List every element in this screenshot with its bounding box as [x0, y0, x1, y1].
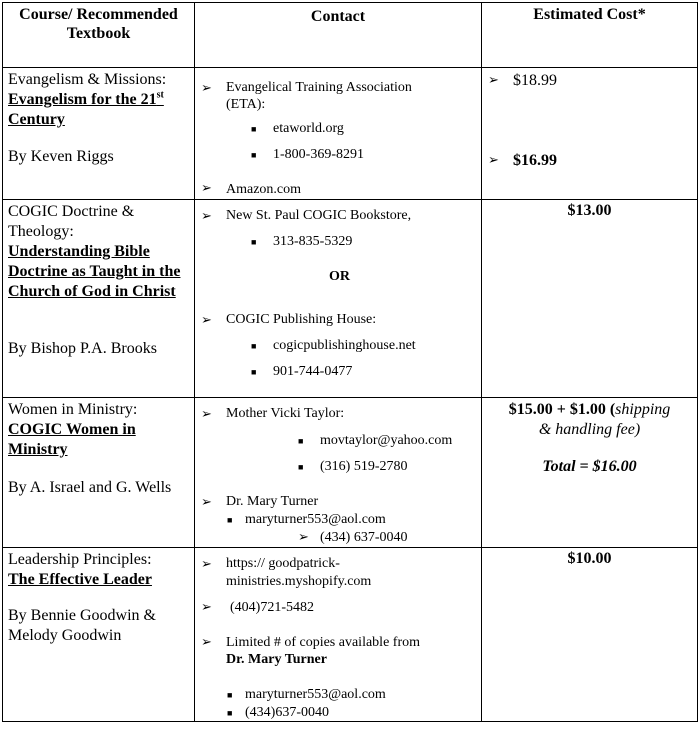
contact-line: (ETA):: [226, 97, 266, 112]
square-bullet-icon: ■: [251, 367, 257, 377]
contact-email: movtaylor@yahoo.com: [320, 433, 453, 448]
contact-line: Mother Vicki Taylor:: [226, 406, 345, 421]
contact-email: maryturner553@aol.com: [245, 512, 386, 527]
author: By Keven Riggs: [8, 148, 114, 165]
header-contact: Contact: [310, 8, 366, 25]
contact-line: New St. Paul COGIC Bookstore,: [226, 208, 412, 223]
contact-cell: [195, 398, 482, 548]
course-block: [8, 550, 192, 590]
cost-cell: [482, 68, 698, 200]
square-bullet-icon: ■: [227, 690, 233, 700]
header-row: [3, 3, 698, 68]
author: By Bennie Goodwin & Melody Goodwin: [8, 607, 156, 644]
arrow-bullet-icon: ➢: [201, 406, 212, 421]
square-bullet-icon: ■: [227, 708, 233, 718]
cost-cell: [482, 200, 698, 398]
cost-total: Total = $16.00: [542, 458, 637, 475]
table-row: [3, 68, 698, 200]
course-title: Leadership Principles:: [8, 551, 152, 568]
arrow-bullet-icon: ➢: [201, 599, 212, 614]
arrow-bullet-icon: ➢: [201, 556, 212, 571]
contact-line: COGIC Publishing House:: [226, 312, 377, 327]
cost-block: [482, 398, 697, 440]
square-bullet-icon: ■: [251, 237, 257, 247]
textbook-table: [2, 2, 698, 722]
header-cost-cell: [482, 3, 698, 68]
contact-website: ministries.myshopify.com: [226, 574, 372, 589]
table-row: [3, 548, 698, 722]
header-contact-cell: [195, 3, 482, 68]
arrow-bullet-icon: ➢: [298, 529, 309, 544]
arrow-bullet-icon: ➢: [201, 312, 212, 327]
course-block: [8, 70, 192, 130]
contact-phone: 1-800-369-8291: [273, 147, 364, 162]
course-title: Evangelism & Missions:: [8, 71, 167, 88]
square-bullet-icon: ■: [251, 150, 257, 160]
square-bullet-icon: ■: [227, 515, 233, 525]
arrow-bullet-icon: ➢: [201, 494, 212, 509]
arrow-bullet-icon: ➢: [488, 152, 499, 167]
contact-phone: (434)637-0040: [245, 705, 329, 720]
contact-line: Amazon.com: [226, 182, 302, 197]
cost-value: $10.00: [567, 550, 612, 567]
arrow-bullet-icon: ➢: [201, 208, 212, 223]
textbook-title: COGIC Women in Ministry: [8, 421, 136, 458]
contact-phone: 901-744-0477: [273, 364, 353, 379]
cost-cell: [482, 398, 698, 548]
contact-cell: [195, 68, 482, 200]
arrow-bullet-icon: ➢: [488, 72, 499, 87]
table-row: [3, 398, 698, 548]
cost-note: shipping: [615, 401, 671, 418]
square-bullet-icon: ■: [251, 341, 257, 351]
arrow-bullet-icon: ➢: [201, 80, 212, 95]
course-title: COGIC Doctrine & Theology:: [8, 203, 135, 240]
contact-line: Evangelical Training Association: [226, 80, 412, 95]
author: By Bishop P.A. Brooks: [8, 340, 157, 357]
arrow-bullet-icon: ➢: [201, 634, 212, 649]
cost-cell: [482, 548, 698, 722]
contact-cell: [195, 200, 482, 398]
table-row: [3, 200, 698, 398]
contact-line: Limited # of copies available from: [226, 635, 420, 650]
contact-website: cogicpublishinghouse.net: [273, 338, 416, 353]
cost-note: & handling fee): [538, 421, 641, 438]
course-cell: [3, 398, 195, 548]
cost-value: $16.99: [513, 152, 557, 169]
square-bullet-icon: ■: [298, 436, 304, 446]
header-course: Course/ Recommended Textbook: [19, 6, 178, 42]
course-cell: [3, 548, 195, 722]
cost-value: $13.00: [567, 202, 612, 219]
contact-email: maryturner553@aol.com: [245, 687, 386, 702]
course-cell: [3, 68, 195, 200]
textbook-title: Understanding Bible Doctrine as Taught in the Church of God in Christ: [8, 243, 181, 300]
cost-value: $15.00 + $1.00 (: [508, 401, 616, 418]
contact-phone: (404)721-5482: [230, 600, 314, 615]
textbook-title: The Effective Leader: [8, 571, 152, 588]
course-cell: [3, 200, 195, 398]
course-block: [8, 400, 192, 460]
square-bullet-icon: ■: [298, 462, 304, 472]
contact-line: Dr. Mary Turner: [226, 494, 319, 509]
contact-cell: [195, 548, 482, 722]
header-cost: Estimated Cost*: [533, 6, 646, 23]
contact-website: https:// goodpatrick-: [226, 556, 340, 571]
contact-website: etaworld.org: [273, 121, 344, 136]
author: By A. Israel and G. Wells: [8, 479, 172, 496]
course-title: Women in Ministry:: [8, 401, 138, 418]
contact-name: Dr. Mary Turner: [226, 652, 327, 667]
header-course-cell: [3, 3, 195, 68]
or-separator: OR: [329, 269, 350, 284]
arrow-bullet-icon: ➢: [201, 180, 212, 195]
contact-phone: 313-835-5329: [273, 234, 353, 249]
cost-value: $18.99: [513, 72, 557, 89]
contact-phone: (434) 637-0040: [320, 530, 408, 545]
contact-phone: (316) 519-2780: [320, 459, 408, 474]
course-block: [8, 202, 192, 302]
square-bullet-icon: ■: [251, 124, 257, 134]
textbook-title: Evangelism for the 21st Century: [8, 89, 164, 128]
